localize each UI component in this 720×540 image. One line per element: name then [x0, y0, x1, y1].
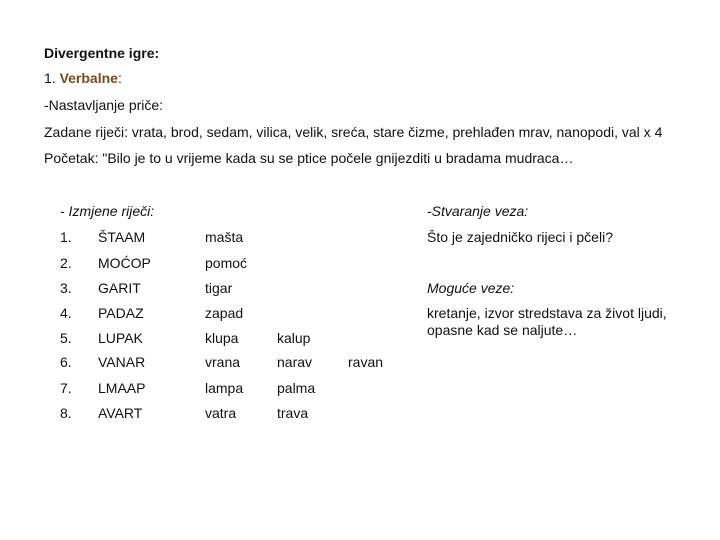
right-column-title: -Stvaranje veza: [427, 203, 529, 219]
solution-word: trava [277, 405, 309, 421]
scrambled-word: ŠTAAM [98, 229, 146, 245]
scrambled-word: PADAZ [98, 305, 144, 321]
scrambled-word: VANAR [98, 354, 146, 370]
row-number: 1. [60, 229, 72, 245]
row-number: 2. [60, 255, 72, 271]
solution-word: ravan [348, 354, 384, 370]
solution-word: klupa [205, 330, 239, 346]
question-text: Što je zajedničko rijeci i pčeli? [427, 229, 613, 245]
story-beginning: Početak: "Bilo je to u vrijeme kada su se ptice počele gnijezditi u bradama mudraca… [44, 150, 574, 166]
scrambled-word: LMAAP [98, 380, 146, 396]
solution-word: pomoć [205, 255, 248, 271]
row-number: 7. [60, 380, 72, 396]
solution-word: tigar [205, 280, 233, 296]
page-heading: Divergentne igre: [44, 45, 160, 61]
row-number: 8. [60, 405, 72, 421]
scrambled-word: MOĆOP [98, 255, 151, 271]
solution-word: lampa [205, 380, 244, 396]
solution-word: mašta [205, 229, 244, 245]
given-words: Zadane riječi: vrata, brod, sedam, vilica, velik, sreća, stare čizme, prehlađen mrav, nanopodi, val x 4 [44, 124, 663, 140]
row-number: 5. [60, 330, 72, 346]
scrambled-word: LUPAK [98, 330, 143, 346]
solution-word: vatra [205, 405, 237, 421]
solution-word: palma [277, 380, 316, 396]
row-number: 4. [60, 305, 72, 321]
scrambled-word: AVART [98, 405, 143, 421]
solution-word: kalup [277, 330, 311, 346]
scrambled-word: GARIT [98, 280, 141, 296]
solution-word: vrana [205, 354, 241, 370]
section-label: Verbalne [59, 70, 118, 86]
section-title [44, 70, 122, 87]
possible-connections-text: kretanje, izvor stredstava za život ljudi, opasne kad se naljute… [427, 305, 667, 338]
subheading: -Nastavljanje priče: [44, 97, 164, 113]
section-number: 1. [44, 70, 56, 86]
row-number: 6. [60, 354, 72, 370]
section-colon: : [117, 70, 122, 86]
solution-word: narav [277, 354, 313, 370]
possible-connections-title: Moguće veze: [427, 280, 515, 296]
left-column-title: - Izmjene riječi: [60, 203, 155, 219]
solution-word: zapad [205, 305, 244, 321]
row-number: 3. [60, 280, 72, 296]
